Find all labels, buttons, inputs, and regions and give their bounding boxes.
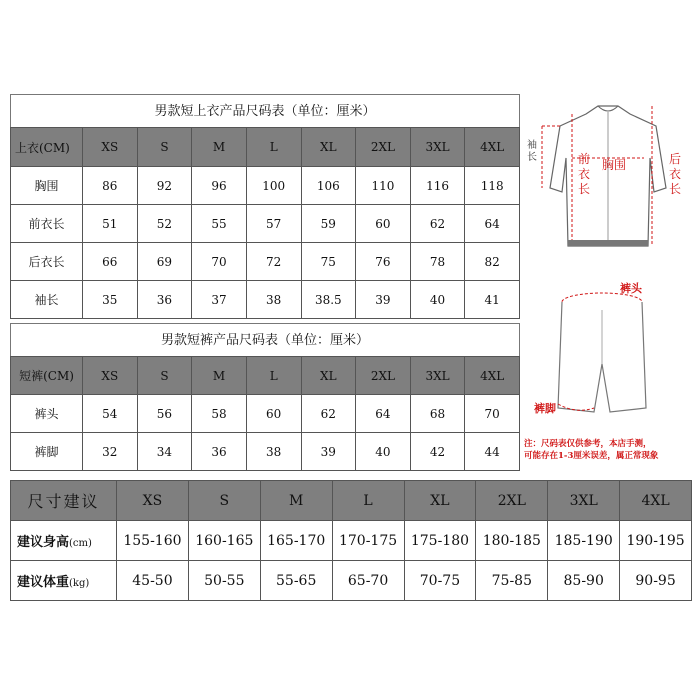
table-cell: 70 [192,243,247,281]
table-cell: 64 [356,395,411,433]
table-cell: 155-160 [117,521,189,561]
row-label: 建议身高(cm) [11,521,117,561]
table-cell: 85-90 [548,561,620,601]
table-cell: 110 [356,167,411,205]
table-cell: 44 [465,433,520,471]
table-cell: 116 [410,167,465,205]
table-cell: 72 [246,243,301,281]
size-recommendation-table [10,480,692,601]
table-cell: 60 [246,395,301,433]
table-cell: 50-55 [188,561,260,601]
size-header: XL [404,481,476,521]
jersey-icon [524,96,692,256]
table-cell: 37 [192,281,247,319]
size-header: 2XL [476,481,548,521]
table-cell: 82 [465,243,520,281]
size-header: M [192,128,247,167]
table-cell: 118 [465,167,520,205]
table-cell: 52 [137,205,192,243]
jersey-diagram [524,96,692,256]
jersey-size-table [10,127,520,319]
table-cell: 78 [410,243,465,281]
table-cell: 92 [137,167,192,205]
table-cell: 55-65 [260,561,332,601]
size-header: XS [83,357,138,395]
table-row [11,433,520,471]
table-cell: 68 [410,395,465,433]
table-cell: 175-180 [404,521,476,561]
table-cell: 75-85 [476,561,548,601]
table-cell: 55 [192,205,247,243]
table-cell: 35 [83,281,138,319]
table-cell: 40 [410,281,465,319]
table-cell: 70 [465,395,520,433]
size-header: XS [117,481,189,521]
size-header: 3XL [410,357,465,395]
table-cell: 38 [246,433,301,471]
table-cell: 66 [83,243,138,281]
jersey-header-row [11,128,520,167]
table-cell: 36 [137,281,192,319]
chest-label: 胸围 [602,158,627,172]
table-cell: 185-190 [548,521,620,561]
table-cell: 34 [137,433,192,471]
recommend-header-label: 尺寸建议 [11,481,117,521]
table-cell: 41 [465,281,520,319]
size-header: 4XL [465,128,520,167]
waist-label: 裤头 [620,282,642,295]
table-cell: 64 [465,205,520,243]
table-row [11,395,520,433]
table-cell: 165-170 [260,521,332,561]
table-row [11,243,520,281]
front-length-label: 前 衣 长 [578,152,591,196]
size-header: XL [301,357,356,395]
size-header: L [246,128,301,167]
table-cell: 58 [192,395,247,433]
table-cell: 36 [192,433,247,471]
size-disclaimer-note: 注：尺码表仅供参考，本店手测， 可能存在1-3厘米误差，属正常现象 [524,439,659,461]
shorts-diagram [524,280,692,430]
table-cell: 106 [301,167,356,205]
table-cell: 69 [137,243,192,281]
size-header: 2XL [356,357,411,395]
table-cell: 160-165 [188,521,260,561]
shorts-header-label: 短裤(CM) [11,357,83,395]
size-header: 3XL [548,481,620,521]
table-row [11,205,520,243]
table-cell: 86 [83,167,138,205]
table-cell: 180-185 [476,521,548,561]
table-row [11,281,520,319]
table-cell: 70-75 [404,561,476,601]
size-header: S [137,128,192,167]
row-label: 袖长 [11,281,83,319]
row-label: 裤头 [11,395,83,433]
table-row [11,521,692,561]
table-cell: 75 [301,243,356,281]
recommend-header-row [11,481,692,521]
table-cell: 54 [83,395,138,433]
table-cell: 51 [83,205,138,243]
size-header: S [137,357,192,395]
back-length-label: 后 衣 长 [669,152,682,196]
size-header: M [260,481,332,521]
size-header: M [192,357,247,395]
shorts-header-row [11,357,520,395]
row-label: 后衣长 [11,243,83,281]
table-cell: 100 [246,167,301,205]
table-cell: 39 [301,433,356,471]
table-cell: 62 [410,205,465,243]
size-header: 2XL [356,128,411,167]
row-label: 建议体重(kg) [11,561,117,601]
jersey-table-title: 男款短上衣产品尺码表（单位：厘米） [10,94,520,129]
table-cell: 90-95 [620,561,692,601]
row-label: 裤脚 [11,433,83,471]
table-cell: 65-70 [332,561,404,601]
size-header: L [332,481,404,521]
sleeve-length-label: 袖 长 [527,140,537,163]
table-cell: 96 [192,167,247,205]
table-cell: 45-50 [117,561,189,601]
table-cell: 62 [301,395,356,433]
table-cell: 170-175 [332,521,404,561]
shorts-table-title: 男款短裤产品尺码表（单位：厘米） [10,323,520,358]
shorts-size-table [10,356,520,471]
table-cell: 40 [356,433,411,471]
table-cell: 42 [410,433,465,471]
size-header: XS [83,128,138,167]
table-cell: 190-195 [620,521,692,561]
table-cell: 57 [246,205,301,243]
table-row [11,561,692,601]
row-label: 胸围 [11,167,83,205]
table-cell: 38 [246,281,301,319]
leg-opening-label: 裤脚 [534,402,556,415]
table-cell: 38.5 [301,281,356,319]
size-header: 4XL [620,481,692,521]
table-cell: 32 [83,433,138,471]
size-header: L [246,357,301,395]
size-header: XL [301,128,356,167]
table-row [11,167,520,205]
table-cell: 59 [301,205,356,243]
size-header: 4XL [465,357,520,395]
size-header: S [188,481,260,521]
table-cell: 56 [137,395,192,433]
row-label: 前衣长 [11,205,83,243]
size-header: 3XL [410,128,465,167]
table-cell: 60 [356,205,411,243]
table-cell: 76 [356,243,411,281]
jersey-header-label: 上衣(CM) [11,128,83,167]
table-cell: 39 [356,281,411,319]
